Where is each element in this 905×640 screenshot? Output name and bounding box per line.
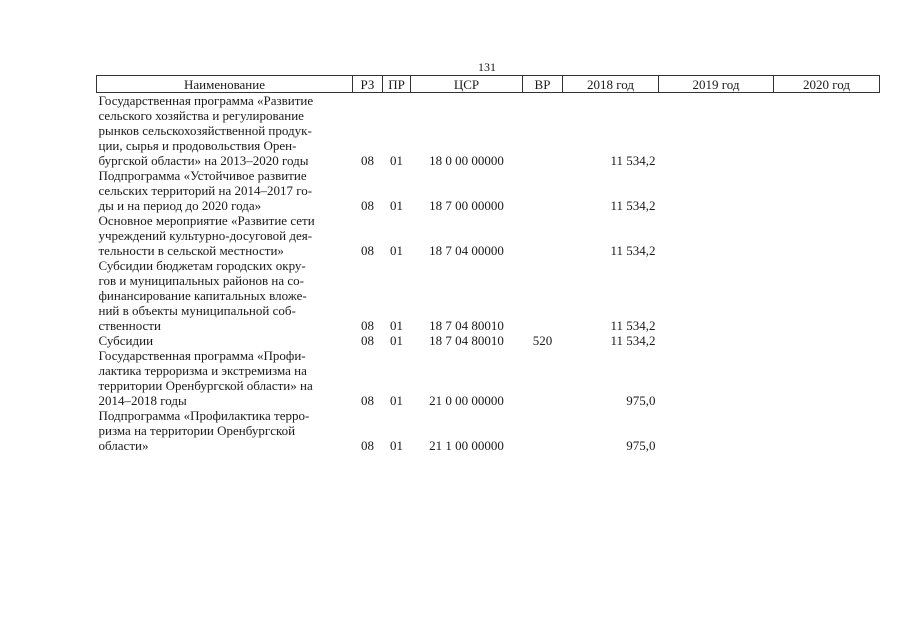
row-name-line: 2014–2018 годы	[98, 393, 187, 408]
table-row	[97, 408, 880, 453]
row-name-line: территории Оренбургской области» на	[98, 378, 313, 393]
row-name-line: Государственная программа «Развитие	[98, 93, 314, 108]
row-name-line: Государственная программа «Профи-	[98, 348, 306, 363]
row-csr: 18 7 04 80010	[429, 318, 504, 333]
row-pr: 01	[390, 243, 403, 258]
row-vr	[523, 93, 563, 169]
row-rz: 08	[361, 393, 374, 408]
row-2018: 11 534,2	[610, 153, 656, 168]
row-rz: 08	[361, 153, 374, 168]
table-row	[97, 348, 880, 408]
row-2019	[659, 333, 774, 348]
row-name-line: Подпрограмма «Устойчивое развитие	[98, 168, 307, 183]
row-name-line: сельского хозяйства и регулирование	[98, 108, 304, 123]
row-2019	[659, 408, 774, 453]
row-pr: 01	[390, 438, 403, 453]
row-name-line: Подпрограмма «Профилактика терро-	[98, 408, 310, 423]
row-name-line: области»	[98, 438, 149, 453]
row-pr: 01	[390, 153, 403, 168]
row-name	[97, 408, 353, 453]
row-pr: 01	[390, 393, 403, 408]
row-2018: 11 534,2	[610, 333, 656, 348]
row-name	[97, 213, 353, 258]
table-header	[97, 76, 880, 93]
row-2020	[774, 333, 880, 348]
table-row	[97, 258, 880, 333]
budget-table	[96, 75, 880, 453]
row-name-line: лактика терроризма и экстремизма на	[98, 363, 307, 378]
row-vr	[523, 168, 563, 213]
header-rz: РЗ	[353, 76, 383, 93]
row-pr: 01	[390, 333, 403, 348]
row-2018: 11 534,2	[610, 318, 656, 333]
row-pr: 01	[390, 318, 403, 333]
row-2018: 11 534,2	[610, 243, 656, 258]
row-name	[97, 348, 353, 408]
row-rz: 08	[361, 333, 374, 348]
row-pr: 01	[390, 198, 403, 213]
row-name-line: Субсидии бюджетам городских окру-	[98, 258, 306, 273]
row-2019	[659, 258, 774, 333]
row-rz: 08	[361, 318, 374, 333]
row-name-line: ции, сырья и продовольствия Орен-	[98, 138, 297, 153]
row-2020	[774, 213, 880, 258]
row-name-line: учреждений культурно-досуговой дея-	[98, 228, 313, 243]
header-2018: 2018 год	[563, 76, 659, 93]
header-vr: ВР	[523, 76, 563, 93]
row-name-line: гов и муниципальных районов на со-	[98, 273, 305, 288]
row-name	[97, 168, 353, 213]
row-2019	[659, 168, 774, 213]
table-row	[97, 168, 880, 213]
row-2019	[659, 93, 774, 169]
header-csr: ЦСР	[411, 76, 523, 93]
row-csr: 18 0 00 00000	[429, 153, 504, 168]
row-name	[97, 333, 353, 348]
header-row	[97, 76, 880, 93]
table-row	[97, 213, 880, 258]
header-pr: ПР	[383, 76, 411, 93]
row-vr	[523, 258, 563, 333]
row-name-line: финансирование капитальных вложе-	[98, 288, 307, 303]
row-2018: 11 534,2	[610, 198, 656, 213]
row-rz: 08	[361, 243, 374, 258]
row-vr	[523, 408, 563, 453]
row-2020	[774, 93, 880, 169]
table-body	[97, 93, 880, 454]
row-2018: 975,0	[626, 438, 656, 453]
header-name: Наименование	[97, 76, 353, 93]
row-csr: 18 7 00 00000	[429, 198, 504, 213]
header-2020: 2020 год	[774, 76, 880, 93]
page-number: 131	[478, 60, 496, 74]
row-csr: 21 1 00 00000	[429, 438, 504, 453]
row-name-line: ний в объекты муниципальной соб-	[98, 303, 296, 318]
row-vr: 520	[532, 333, 553, 348]
row-name-line: ды и на период до 2020 года»	[98, 198, 262, 213]
row-2019	[659, 348, 774, 408]
row-name-line: тельности в сельской местности»	[98, 243, 284, 258]
table-row	[97, 333, 880, 348]
row-2020	[774, 258, 880, 333]
row-name-line: бургской области» на 2013–2020 годы	[98, 153, 309, 168]
row-2019	[659, 213, 774, 258]
row-csr: 18 7 04 00000	[429, 243, 504, 258]
row-2020	[774, 408, 880, 453]
row-name	[97, 93, 353, 169]
row-vr	[523, 213, 563, 258]
row-vr	[523, 348, 563, 408]
row-csr: 18 7 04 80010	[429, 333, 504, 348]
row-name-line: Основное мероприятие «Развитие сети	[98, 213, 315, 228]
row-name-line: Субсидии	[98, 333, 154, 348]
row-csr: 21 0 00 00000	[429, 393, 504, 408]
row-name-line: рынков сельскохозяйственной продук-	[98, 123, 312, 138]
row-name	[97, 258, 353, 333]
row-2020	[774, 348, 880, 408]
row-rz: 08	[361, 438, 374, 453]
row-name-line: сельских территорий на 2014–2017 го-	[98, 183, 313, 198]
row-name-line: ризма на территории Оренбургской	[98, 423, 296, 438]
row-2020	[774, 168, 880, 213]
header-2019: 2019 год	[659, 76, 774, 93]
row-name-line: ственности	[98, 318, 161, 333]
row-2018: 975,0	[626, 393, 656, 408]
row-rz: 08	[361, 198, 374, 213]
table-row	[97, 93, 880, 169]
